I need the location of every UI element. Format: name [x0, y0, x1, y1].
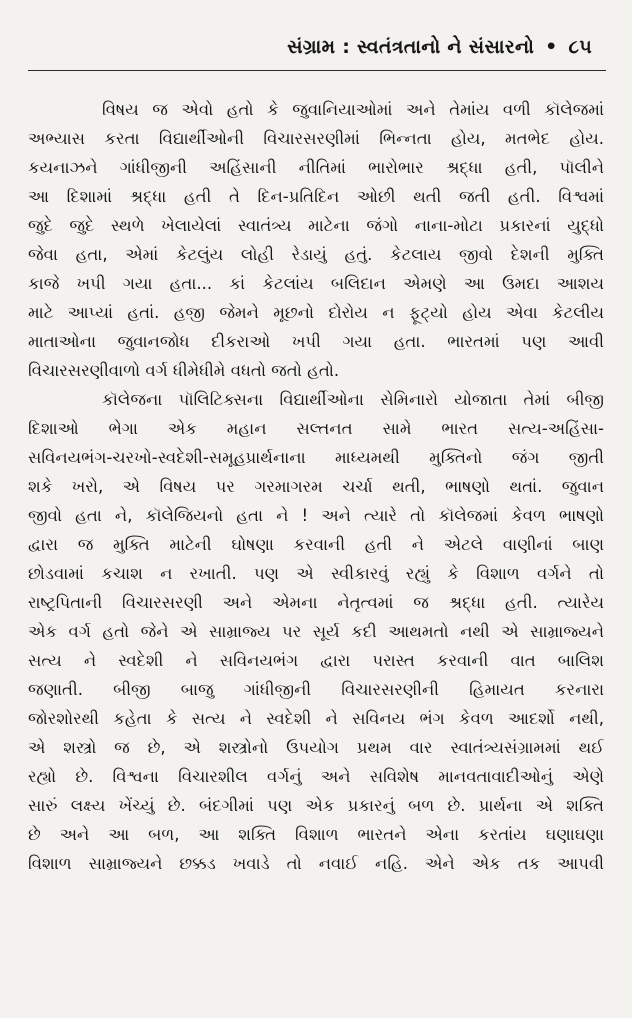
text-line: સારું લક્ષ્ય ખેંચ્યું છે. બંદગીમાં પણ એક પ્રકારનું બળ છે. પ્રાર્થના એ શક્તિ	[28, 796, 604, 815]
paragraph-2	[28, 385, 604, 878]
text-line: સત્ય ને સ્વદેશી ને સવિનયભંગ દ્વારા પરાસ્ત કરવાની વાત બાલિશ	[28, 651, 604, 670]
text-line: માતાઓના જુવાનજોધ દીકરાઓ ખપી ગયા હતા. ભારતમાં પણ આવી	[28, 332, 604, 351]
text-line: વિશાળ સામ્રાજ્યને છક્કડ ખવાડે તો નવાઈ નહિ. એને એક તક આપવી	[28, 854, 604, 873]
text-line: એક વર્ગ હતો જેને એ સામ્રાજ્ય પર સૂર્ય કદી આથમતો નથી એ સામ્રાજ્યને	[28, 622, 604, 641]
header-bullet: •	[545, 36, 558, 58]
text-line: છોડવામાં કચાશ ન રખાતી. પણ એ સ્વીકારવું રહ્યું કે વિશાળ વર્ગને તો	[28, 564, 604, 583]
text-line: રાષ્ટ્રપિતાની વિચારસરણી અને એમના નેતૃત્વમાં જ શ્રદ્ધા હતી. ત્યારેય	[28, 593, 604, 612]
text-line: સવિનયભંગ-ચરખો-સ્વદેશી-સમૂહપ્રાર્થનાના માધ્યમથી મુક્તિનો જંગ જીતી	[28, 448, 604, 467]
text-line: જીવો હતા ને, કૉલેજિયનો હતા ને ! અને ત્યારે તો કૉલેજમાં કેવળ ભાષણો	[28, 506, 604, 525]
text-line: આ દિશામાં શ્રદ્ધા હતી તે દિન-પ્રતિદિન ઓછી થતી જતી હતી. વિશ્વમાં	[28, 187, 604, 206]
text-line: છે અને આ બળ, આ શક્તિ વિશાળ ભારતને એના કરતાંય ઘણાઘણા	[28, 825, 604, 844]
text-line: રહ્યો છે. વિશ્વના વિચારશીલ વર્ગનું અને સવિશેષ માનવતાવાદીઓનું એણે	[28, 767, 604, 786]
header-rule	[28, 70, 606, 71]
text-line: શકે ખરો, એ વિષય પર ગરમાગરમ ચર્ચા થતી, ભાષણો થતાં. જુવાન	[28, 477, 604, 496]
text-line: વિષય જ એવો હતો કે જુવાનિયાઓમાં અને તેમાંય વળી કૉલેજમાં	[102, 100, 604, 119]
text-line: જણાતી. બીજી બાજુ ગાંધીજીની વિચારસરણીની હિમાયત કરનારા	[28, 680, 604, 699]
text-line: જેવા હતા, એમાં કેટલુંય લોહી રેડાયું હતું. કેટલાય જીવો દેશની મુક્તિ	[28, 245, 604, 264]
text-line: જોરશોરથી કહેતા કે સત્ય ને સ્વદેશી ને સવિનય ભંગ કેવળ આદર્શો નથી,	[28, 709, 604, 728]
body-text	[28, 95, 604, 878]
text-line: જુદે જુદે સ્થળે ખેલાયેલાં સ્વાતંત્ર્ય માટેના જંગો નાના-મોટા પ્રકારનાં યુદ્ધો	[28, 216, 604, 235]
chapter-title: સંગ્રામ : સ્વતંત્રતાનો ને સંસારનો	[287, 36, 535, 58]
text-line: દિશાઓ ભેગા એક મહાન સલ્તનત સામે ભારત સત્ય-અહિંસા-	[28, 419, 604, 438]
text-line: દ્વારા જ મુક્તિ માટેની ઘોષણા કરવાની હતી ને એટલે વાણીનાં બાણ	[28, 535, 604, 554]
text-line: અભ્યાસ કરતા વિદ્યાર્થીઓની વિચારસરણીમાં ભિન્નતા હોય, મતભેદ હોય.	[28, 129, 604, 148]
running-header	[287, 36, 592, 58]
page-number: ૮૫	[568, 36, 592, 58]
text-line: માટે આપ્યાં હતાં. હજી જેમને મૂછનો દોરોય ન ફૂટ્યો હોય એવા કેટલીય	[28, 303, 604, 322]
paragraph-1	[28, 95, 604, 385]
text-line: કયનાઝને ગાંધીજીની અહિંસાની નીતિમાં ભારોભાર શ્રદ્ધા હતી, પૉલીને	[28, 158, 604, 177]
text-line: કૉલેજના પૉલિટિક્સના વિદ્યાર્થીઓના સેમિનારો યોજાતા તેમાં બીજી	[102, 390, 604, 409]
text-line: વિચારસરણીવાળો વર્ગ ધીમેધીમે વધતો જતો હતો.	[28, 361, 340, 380]
text-line: એ શસ્ત્રો જ છે, એ શસ્ત્રોનો ઉપયોગ પ્રથમ વાર સ્વાતંત્ર્યસંગ્રામમાં થઈ	[28, 738, 604, 757]
text-line: કાજે ખપી ગયા હતા... કાં કેટલાંય બલિદાન એમણે આ ઉમદા આશય	[28, 274, 604, 293]
